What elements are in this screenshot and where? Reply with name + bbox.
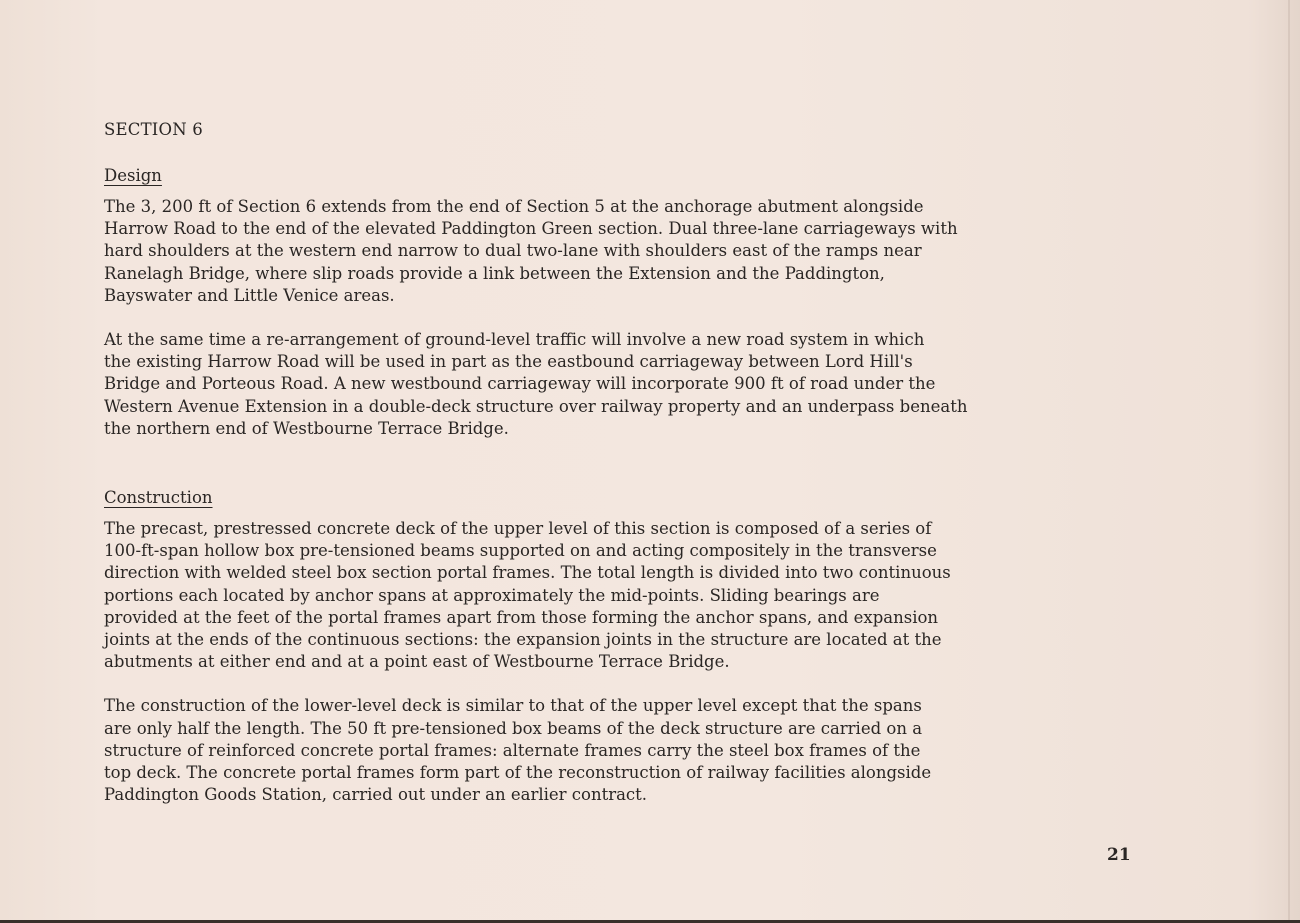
text-line: At the same time a re-arrangement of ground-level traffic will involve a new road system in which	[104, 330, 925, 350]
page-edge	[1288, 0, 1290, 923]
text-line: The 3, 200 ft of Section 6 extends from the end of Section 5 at the anchorage abutment alongside	[104, 197, 924, 216]
text-line: joints at the ends of the continuous sections: the expansion joints in the structure are located at the	[104, 630, 942, 650]
text-line: structure of reinforced concrete portal frames: alternate frames carry the steel box frames of the	[104, 740, 921, 760]
text-line: 100-ft-span hollow box pre-tensioned beams supported on and acting compositely in the transverse	[104, 541, 937, 561]
construction-paragraph-2	[104, 695, 1144, 806]
section-heading: SECTION 6	[104, 120, 204, 139]
design-paragraph-1	[104, 196, 1144, 307]
text-line: The construction of the lower-level deck is similar to that of the upper level except that the spans	[104, 696, 922, 716]
text-line: provided at the feet of the portal frames apart from those forming the anchor spans, and expansion	[104, 607, 939, 627]
text-line: Bridge and Porteous Road. A new westbound carriageway will incorporate 900 ft of road under the	[104, 374, 936, 394]
text-line: the northern end of Westbourne Terrace Bridge.	[104, 418, 509, 438]
text-line: Bayswater and Little Venice areas.	[104, 285, 395, 305]
text-line: the existing Harrow Road will be used in part as the eastbound carriageway between Lord Hill's	[104, 352, 913, 372]
text-line: Ranelagh Bridge, where slip roads provide a link between the Extension and the Paddington,	[104, 263, 885, 283]
page-content	[104, 118, 1144, 828]
construction-heading: Construction	[104, 488, 213, 508]
text-line: Harrow Road to the end of the elevated Paddington Green section. Dual three-lane carriageways with	[104, 219, 958, 239]
text-line: Paddington Goods Station, carried out under an earlier contract.	[104, 785, 648, 805]
text-line: are only half the length. The 50 ft pre-tensioned box beams of the deck structure are carried on a	[104, 718, 923, 738]
text-line: Western Avenue Extension in a double-deck structure over railway property and an underpass beneath	[104, 396, 968, 416]
page-number: 21	[1107, 845, 1131, 865]
spacer	[104, 462, 1144, 486]
design-heading: Design	[104, 166, 162, 185]
text-line: abutments at either end and at a point east of Westbourne Terrace Bridge.	[104, 652, 730, 672]
text-line: hard shoulders at the western end narrow to dual two-lane with shoulders east of the ramps near	[104, 241, 922, 261]
text-line: direction with welded steel box section portal frames. The total length is divided into two continuous	[104, 563, 951, 583]
text-line: top deck. The concrete portal frames form part of the reconstruction of railway facilities alongside	[104, 763, 932, 783]
construction-paragraph-1	[104, 518, 1144, 673]
text-line: portions each located by anchor spans at approximately the mid-points. Sliding bearings are	[104, 585, 880, 605]
design-paragraph-2	[104, 329, 1144, 440]
text-line: The precast, prestressed concrete deck of the upper level of this section is composed of a series of	[104, 519, 932, 539]
